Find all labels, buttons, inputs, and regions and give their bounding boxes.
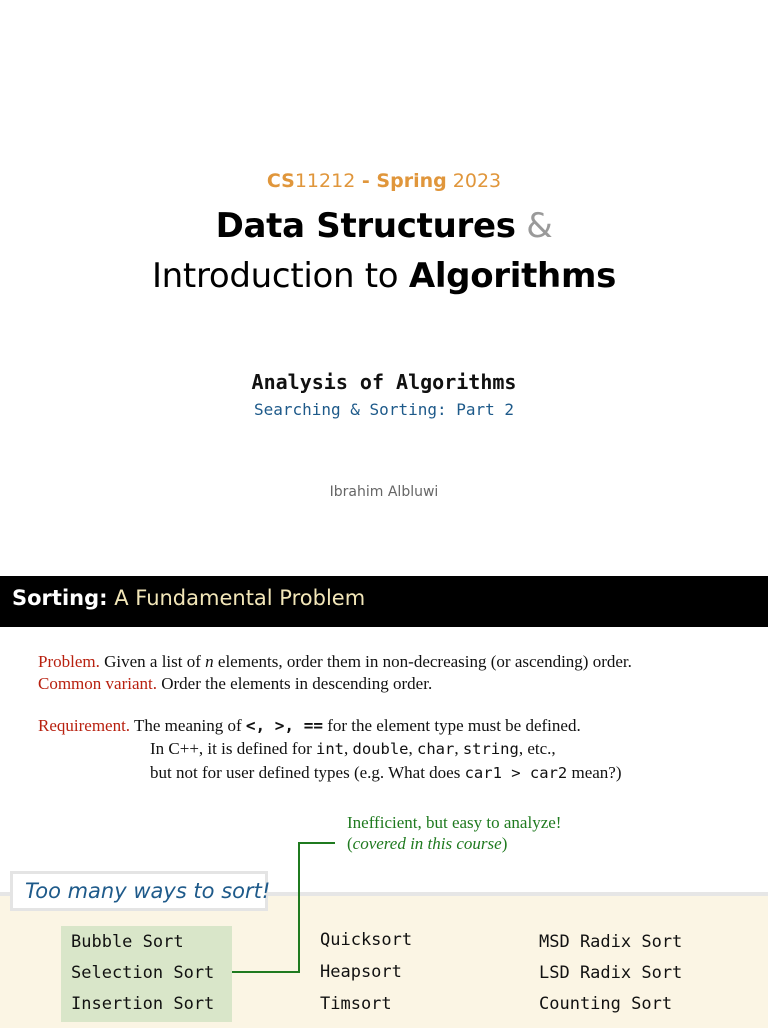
- variant-line: [38, 674, 432, 694]
- problem-text-2: elements, order them in non-decreasing (or ascending) order.: [213, 652, 632, 671]
- header-bold: Sorting:: [12, 586, 108, 610]
- requirement-line-2: [150, 739, 556, 759]
- course-code-prefix: CS: [266, 170, 295, 192]
- requirement-text-2: for the element type must be defined.: [327, 716, 581, 735]
- requirement-label: Requirement.: [38, 716, 131, 735]
- problem-line: [38, 652, 632, 672]
- req2-string: string: [462, 740, 519, 758]
- algo-selection-sort: Selection Sort: [71, 963, 215, 983]
- req3-text-2: mean?): [567, 763, 622, 782]
- variant-label: Common variant.: [38, 674, 157, 693]
- requirement-line-3: [150, 763, 622, 783]
- req2-comma-3: ,: [454, 739, 463, 758]
- algo-msd-radix-sort: MSD Radix Sort: [539, 932, 683, 952]
- course-term: Spring: [376, 170, 447, 192]
- problem-label: Problem.: [38, 652, 100, 671]
- note-close: ): [501, 834, 508, 853]
- algo-quicksort: Quicksort: [320, 930, 413, 950]
- algo-lsd-radix-sort: LSD Radix Sort: [539, 963, 683, 983]
- callout-text: Too many ways to sort!: [25, 879, 271, 903]
- title-intro: Introduction to: [151, 256, 399, 296]
- connector-top: [298, 842, 335, 844]
- connector-vertical: [298, 842, 300, 973]
- title-line-2: [0, 256, 768, 296]
- lecture-title: Analysis of Algorithms: [251, 370, 517, 394]
- too-many-ways-callout: [10, 871, 271, 911]
- req2-int: int: [316, 740, 345, 758]
- title-data-structures: Data Structures: [215, 206, 516, 246]
- req3-text-1: but not for user defined types (e.g. What does: [150, 763, 465, 782]
- slide-header-title: [12, 586, 365, 610]
- req2-comma-1: ,: [344, 739, 353, 758]
- algo-heapsort: Heapsort: [320, 962, 402, 982]
- course-separator: -: [355, 170, 377, 192]
- note-line-2: [347, 833, 561, 854]
- requirement-text-1: The meaning of: [130, 716, 246, 735]
- title-algorithms: Algorithms: [408, 256, 617, 296]
- problem-text-1: Given a list of: [99, 652, 206, 671]
- algo-bubble-sort: Bubble Sort: [71, 932, 184, 952]
- variant-text: Order the elements in descending order.: [156, 674, 433, 693]
- slide-header: [0, 576, 768, 627]
- algo-insertion-sort: Insertion Sort: [71, 994, 215, 1014]
- req2-double: double: [352, 740, 409, 758]
- header-rest: A Fundamental Problem: [114, 586, 366, 610]
- sorting-slide: [0, 576, 768, 1024]
- req2-char: char: [417, 740, 455, 758]
- note-line-1: Inefficient, but easy to analyze!: [347, 813, 562, 832]
- requirement-line: [38, 716, 581, 736]
- algo-timsort: Timsort: [320, 994, 392, 1014]
- req2-text-1: In C++, it is defined for: [150, 739, 317, 758]
- title-ampersand: &: [526, 206, 553, 246]
- author-name: Ibrahim Albluwi: [329, 484, 439, 500]
- algo-counting-sort: Counting Sort: [539, 994, 673, 1014]
- course-code-number: 11212: [294, 170, 356, 192]
- course-line: [0, 170, 768, 192]
- note-italic: covered in this course: [352, 834, 502, 853]
- req2-comma-2: ,: [408, 739, 418, 758]
- connector-bottom: [232, 971, 300, 973]
- req3-code: car1 > car2: [464, 764, 568, 782]
- title-line-1: [0, 206, 768, 246]
- problem-n: n: [205, 652, 214, 671]
- inefficient-note: [347, 812, 561, 854]
- lecture-subtitle: Searching & Sorting: Part 2: [253, 400, 515, 419]
- note-open: (: [347, 834, 353, 853]
- requirement-ops: <, >, ==: [245, 716, 323, 735]
- course-year: 2023: [452, 170, 502, 192]
- req2-text-2: , etc.,: [518, 739, 556, 758]
